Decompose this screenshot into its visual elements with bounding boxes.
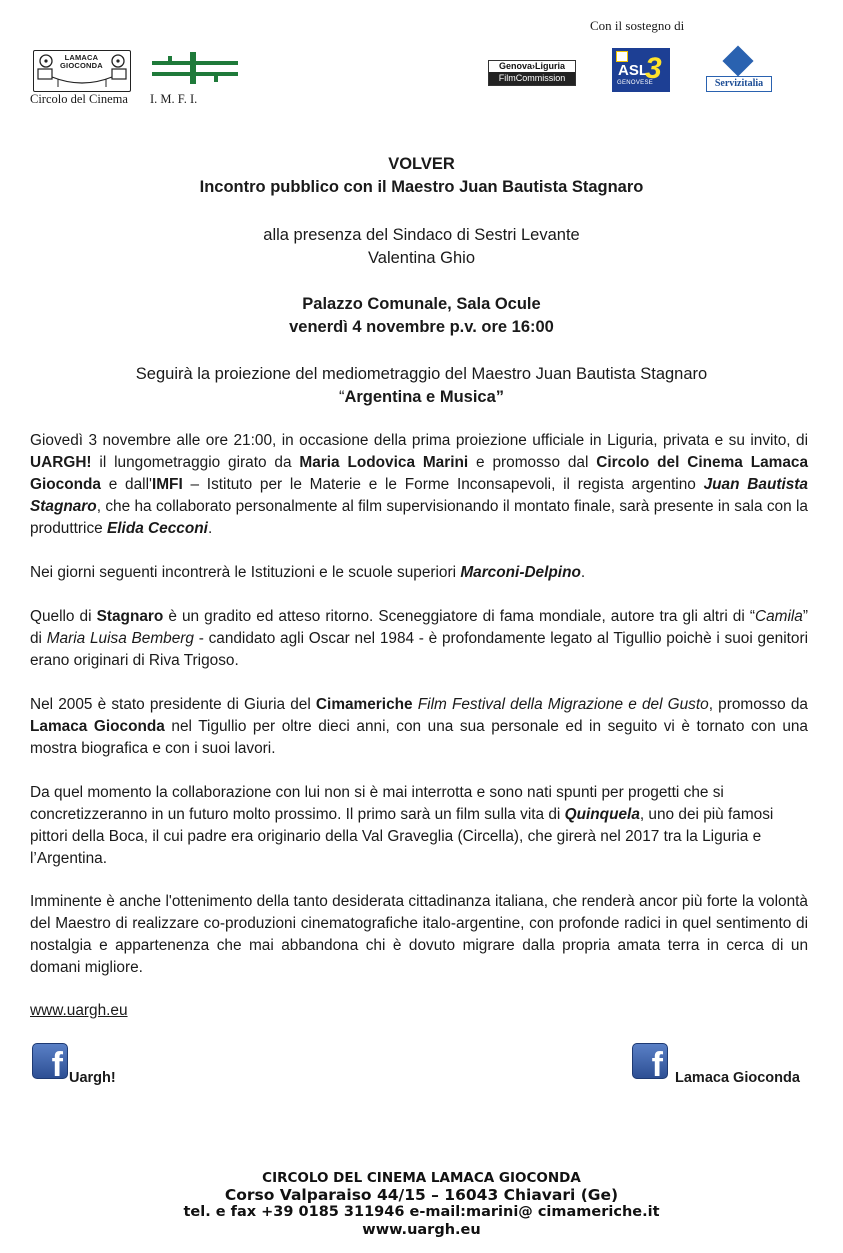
screening-title-text: Argentina e Musica” [344,388,505,406]
p3-text: - candidato agli Oscar nel 1984 - è profondamente legato al Tigullio poichè i suoi genitori erano originari di Riva Trigoso. [30,630,809,669]
p4-text: , promosso da [708,696,808,713]
p4-text: Nel 2005 è stato presidente di Giuria del [30,696,316,713]
paragraph-3 [30,606,808,672]
website-link[interactable]: www.uargh.eu [30,1002,128,1019]
servizitalia-label: Servizitalia [706,76,772,92]
mayor-name: Valentina Ghio [367,249,476,267]
facebook-uargh-link[interactable]: Uargh! [69,1070,116,1086]
facebook-icon[interactable] [32,1043,68,1084]
p4-text: nel Tigullio per oltre dieci anni, con una sua personale ed in seguito vi è tornato con una mostra biografica e con i suoi lavori. [30,718,808,757]
asl3-genovese-logo [612,48,670,92]
p3-stagnaro: Stagnaro [96,608,164,625]
caption-circolo: Circolo del Cinema [30,92,128,106]
paragraph-1 [30,430,808,540]
p3-text: Quello di [30,608,97,625]
p1-text: , che ha collaborato personalmente al film supervisionando il montato finale, sarà presente in sala con la produttrice [30,498,808,537]
footer-website: www.uargh.eu [362,1222,481,1238]
p1-text: e dall' [100,476,152,493]
screening-line: Seguirà la proiezione del mediometraggio del Maestro Juan Bautista Stagnaro [135,365,708,383]
support-label: Con il sostegno di [590,18,685,33]
p2-text: Nei giorni seguenti incontrerà le Istituzioni e le scuole superiori [30,564,461,581]
facebook-f-glyph: f [651,1046,663,1084]
servizitalia-logo [706,48,772,94]
footer-address: Corso Valparaiso 44/15 – 16043 Chiavari (Ge) [224,1186,619,1204]
screening-title [0,386,843,409]
title-volver: VOLVER [388,155,455,173]
p4-lamaca: Lamaca Gioconda [30,718,165,735]
asl-label: ASL [618,62,648,79]
lamaca-gioconda-logo [33,50,131,92]
paragraph-2 [30,562,808,584]
screening-title-quote: “ [338,388,345,406]
p1-director: Maria Lodovica Marini [299,454,469,471]
p3-camila: Camila [754,608,803,625]
p3-text: è un gradito ed atteso ritorno. Sceneggiatore di fama mondiale, autore tra gli altri di “ [163,608,755,625]
p1-circolo: Circolo del Cinema Lamaca Gioconda [30,454,809,493]
p2-text: . [580,564,586,581]
footer-contacts: tel. e fax +39 0185 311946 e-mail:marini@ cimameriche.it [183,1204,660,1220]
p3-text: ” di [30,608,809,647]
p3-bemberg: Maria Luisa Bemberg [46,630,194,647]
genova-logo-bottom: FilmCommission [489,72,575,85]
p5-quinquela: Quinquela [564,806,640,823]
title-subtitle: Incontro pubblico con il Maestro Juan Bautista Stagnaro [199,178,644,196]
lamaca-logo-text: LAMACA GIOCONDA [60,53,103,70]
event-datetime: venerdì 4 novembre p.v. ore 16:00 [289,318,554,336]
p5-text: Da quel momento la collaborazione con lui non si è mai interrotta e sono nati spunti per progetti che si concretizzeranno in un futuro molto prossimo. Il primo sarà un film sulla vita di [30,784,724,823]
presence-line: alla presenza del Sindaco di Sestri Levante [263,226,580,244]
caption-imfi: I. M. F. I. [150,92,198,106]
paragraph-4 [30,694,808,760]
imfi-logo [152,52,238,84]
p4-cimameriche: Cimameriche [315,696,413,713]
genova-liguria-film-commission-logo [488,60,576,86]
facebook-f-glyph: f [51,1046,63,1084]
asl-number: 3 [645,52,662,85]
p1-text: Giovedì 3 novembre alle ore 21:00, in occasione della prima proiezione ufficiale in Liguria, privata e su invito, di [30,432,808,449]
p2-school: Marconi-Delpino [460,564,581,581]
imfi-mark-icon [152,52,238,84]
venue: Palazzo Comunale, Sala Ocule [302,295,541,313]
genova-logo-top: Genova›Liguria [489,61,575,72]
facebook-lamaca-link[interactable]: Lamaca Gioconda [675,1070,800,1086]
asl-sub: GENOVESE [617,80,654,86]
footer-organization: CIRCOLO DEL CINEMA LAMACA GIOCONDA [262,1170,581,1186]
p1-text: il lungometraggio girato da [91,454,300,471]
p1-imfi: IMFI [151,476,183,493]
paragraph-5 [30,782,808,870]
p1-text: – Istituto per le Materie e le Forme Inconsapevoli, il regista argentino [182,476,704,493]
p1-stagnaro: Juan Bautista Stagnaro [30,476,808,515]
p1-text: e promosso dal [468,454,597,471]
p1-producer: Elida Cecconi [107,520,208,537]
p5-text: , uno dei più famosi pittori della Boca, il cui padre era originario della Val Graveglia (Circella), che girerà nel 2017 tra la Liguria e l’Argentina. [30,806,774,867]
p6-text: Imminente è anche l'ottenimento della tanto desiderata cittadinanza italiana, che renderà ancor più forte la volontà del Maestro di realizzare co-produzioni cinematografiche italo-argentine, con profonde radici in quel sentimento di nostalgia e appartenenza che mai abbandona chi è dovuto migrare dalla propria amata terra in cerca di un domani migliore. [30,893,808,976]
p4-festival: Film Festival della Migrazione e del Gusto [412,696,709,713]
flag-icon [616,51,628,62]
p1-text: . [207,520,213,537]
p1-uargh: UARGH! [30,454,92,471]
paragraph-6 [30,891,808,979]
facebook-icon[interactable] [632,1043,668,1084]
diamond-icon [722,45,753,76]
